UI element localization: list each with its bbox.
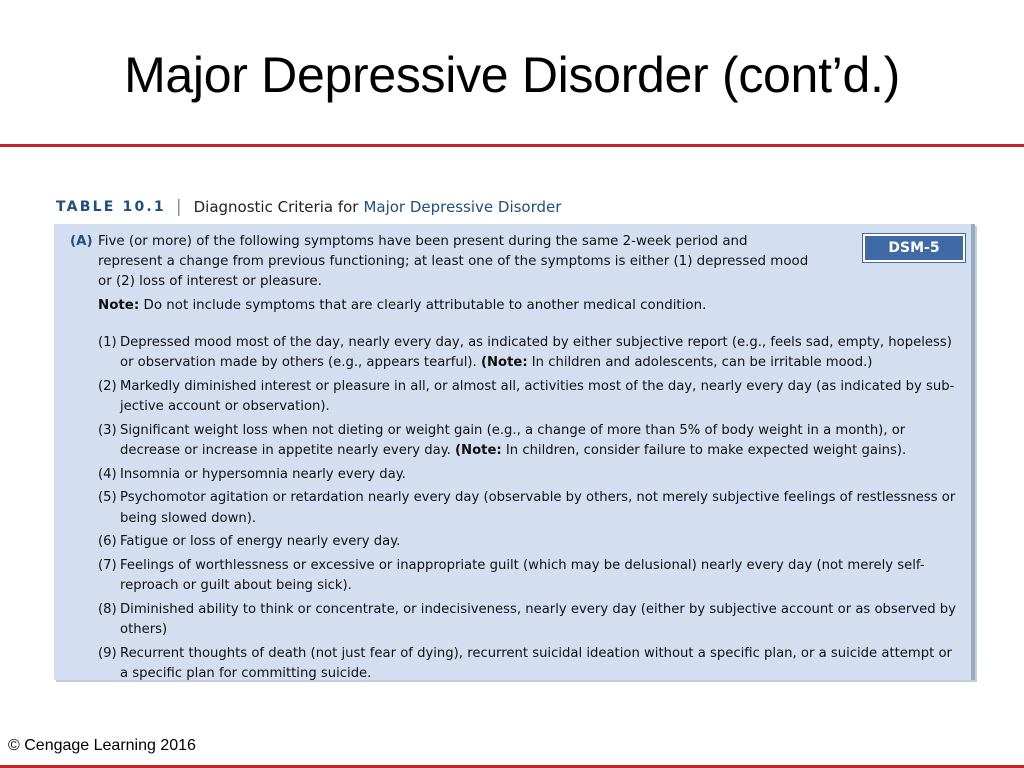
symptom-number: (5): [98, 490, 117, 506]
criteria-panel: [54, 224, 975, 680]
symptom-item: [98, 600, 964, 640]
copyright-footer: © Cengage Learning 2016: [8, 737, 196, 754]
table-caption: Diagnostic Criteria for: [193, 198, 359, 216]
title-divider: [0, 144, 1024, 147]
symptom-text: Psychomotor agitation or retardation nearly every day (observable by others, not merely subjective feelings of restlessness or being slowed down).: [120, 490, 956, 526]
symptom-note-text: In children and adolescents, can be irritable mood.): [531, 355, 873, 371]
criterion-note: [98, 296, 948, 316]
table-number: TABLE 10.1: [56, 199, 166, 215]
symptom-note-open: (: [480, 355, 487, 371]
symptom-number: (2): [98, 378, 117, 394]
symptom-number: (7): [98, 558, 117, 574]
symptom-item: [98, 532, 964, 552]
table-caption-highlight: Major Depressive Disorder: [363, 198, 562, 216]
symptom-item: [98, 644, 964, 684]
symptom-text: Fatigue or loss of energy nearly every day.: [120, 534, 401, 550]
symptom-text: Significant weight loss when not dieting or weight gain (e.g., a change of more than 5% of body weight in a month), or decrease or increase in appetite nearly every day.: [120, 422, 906, 459]
symptom-item: [98, 465, 964, 485]
symptom-item: [98, 556, 964, 596]
symptom-number: (8): [98, 601, 117, 617]
symptom-item: [98, 421, 964, 461]
criterion-a: [70, 232, 810, 292]
symptom-text: Diminished ability to think or concentrate, or indecisiveness, nearly every day (either by subjective account or as observed by others): [120, 601, 956, 638]
symptom-note-label: Note:: [461, 443, 502, 459]
symptom-note-label: Note:: [486, 355, 528, 371]
symptom-text: Markedly diminished interest or pleasure in all, or almost all, activities most of the day, nearly every day (as indicated by sub-jective account or observation).: [120, 378, 955, 415]
symptom-text: Insomnia or hypersomnia nearly every day.: [120, 466, 406, 482]
symptom-note-text: In children, consider failure to make expected weight gains).: [505, 443, 907, 459]
note-label: Note:: [98, 298, 140, 313]
symptom-number: (1): [98, 335, 117, 350]
symptom-number: (4): [98, 466, 117, 482]
note-text: Do not include symptoms that are clearly attributable to another medical condition.: [143, 298, 707, 313]
symptom-number: (9): [98, 645, 117, 661]
symptom-item: [98, 488, 964, 528]
criterion-a-text: Five (or more) of the following symptoms have been present during the same 2-week period and represent a change from previous functioning; at least one of the symptoms is either (1) depressed mood or (2) loss of interest or pleasure.: [98, 234, 809, 289]
slide-title: Major Depressive Disorder (cont’d.): [124, 47, 900, 103]
symptom-note-open: (: [455, 443, 462, 459]
symptom-item: [98, 333, 964, 373]
symptom-item: [98, 377, 964, 417]
symptom-number: (3): [98, 422, 117, 438]
table-separator: |: [175, 196, 182, 217]
symptom-text: Recurrent thoughts of death (not just fear of dying), recurrent suicidal ideation without a specific plan, or a suicide attempt or a specific plan for committing suicide.: [120, 645, 952, 682]
symptom-text: Depressed mood most of the day, nearly every day, as indicated by either subjective report (e.g., feels sad, empty, hopeless) or observation made by others (e.g., appears tearful).: [120, 335, 952, 371]
symptom-number: (6): [98, 534, 117, 550]
criterion-a-label: (A): [70, 234, 93, 249]
dsm5-badge: DSM-5: [863, 234, 965, 262]
symptom-list: [98, 333, 964, 688]
table-header: [56, 196, 561, 218]
symptom-text: Feelings of worthlessness or excessive or inappropriate guilt (which may be delusional) nearly every day (not merely self-reproach or guilt about being sick).: [120, 558, 925, 594]
